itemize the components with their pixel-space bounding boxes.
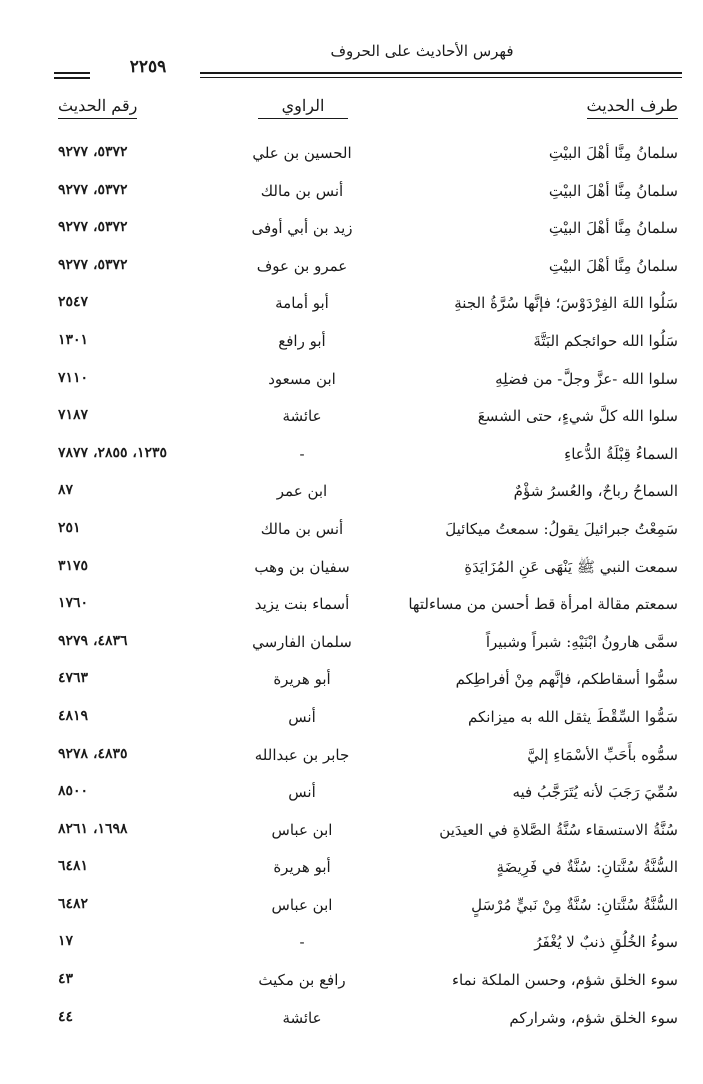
- hadith-text: سمُّوه بأَحَبِّ الأسْمَاءِ إليَّ: [527, 745, 678, 764]
- hadith-number: ٣١٧٥: [58, 557, 89, 574]
- hadith-number: ٤٤: [58, 1008, 74, 1025]
- hadith-text: سَلُوا اللهَ الفِرْدَوْسَ؛ فإنَّها سُرَّةُ الجنةِ: [454, 294, 678, 313]
- index-row: [52, 850, 682, 888]
- narrator-name: أبو هريرة: [273, 670, 331, 689]
- index-row: [52, 474, 682, 512]
- hadith-text: سمُّوا أسقاطكم، فإنَّهم مِنْ أفراطِكم: [455, 670, 678, 689]
- header-rule: [200, 72, 682, 74]
- hadith-number: ٨٧: [58, 482, 74, 499]
- hadith-number: ٦٤٨٢: [58, 895, 89, 912]
- page-number-rule-lower: [54, 77, 90, 79]
- column-header-narrator: الراوي: [258, 96, 348, 119]
- narrator-name: أبو أمامة: [275, 294, 329, 313]
- index-row: [52, 324, 682, 362]
- hadith-text: سلمانُ مِنَّا أهْلَ البيْتِ: [548, 144, 678, 162]
- narrator-name: أنس بن مالك: [260, 519, 344, 538]
- header-rule-thin: [200, 77, 682, 78]
- index-row: [52, 437, 682, 475]
- index-row: [52, 174, 682, 212]
- hadith-number: ٢٥١: [58, 519, 81, 536]
- index-row: [52, 625, 682, 663]
- hadith-text: سوء الخلق شؤم، وشراركم: [509, 1008, 678, 1027]
- hadith-text: سمعت النبي ﷺ يَنْهَى عَنِ المُزَايَدَةِ: [464, 557, 678, 576]
- narrator-name: -: [299, 933, 305, 952]
- hadith-text: سَمِعْتُ جبرائيلَ يقولُ: سمعتُ ميكائيلَ: [445, 519, 678, 538]
- index-row: [52, 550, 682, 588]
- narrator-name: ابن عباس: [271, 895, 333, 914]
- hadith-number: ٧١١٠: [58, 369, 89, 386]
- hadith-text: السُّنَّةُ سُنَّتانِ: سُنَّةٌ في فَرِيضَةٍ: [496, 858, 678, 877]
- index-row: [52, 512, 682, 550]
- index-row: [52, 888, 682, 926]
- index-row: [52, 775, 682, 813]
- index-row: [52, 362, 682, 400]
- hadith-text: سمعتم مقالة امرأة قط أحسن من مساءلتها: [408, 595, 678, 614]
- index-row: [52, 286, 682, 324]
- index-row: [52, 813, 682, 851]
- column-header-text: طرف الحديث: [587, 96, 678, 119]
- hadith-text: سَلُوا الله حوائجكم البَتَّةَ: [533, 331, 678, 350]
- hadith-text: سُمِّيَ رَجَبَ لأنه يُتَرَجَّبُ فيه: [512, 783, 678, 802]
- hadith-number: ١٧: [58, 933, 74, 950]
- index-row: [52, 1001, 682, 1039]
- hadith-number: ٤٨٣٦، ٩٢٧٩: [58, 632, 128, 649]
- hadith-text: سوء الخلق شؤم، وحسن الملكة نماء: [451, 971, 678, 990]
- index-row: [52, 399, 682, 437]
- index-row: [52, 211, 682, 249]
- hadith-number: ٤٨٣٥، ٩٢٧٨: [58, 745, 128, 762]
- narrator-name: أنس بن مالك: [260, 181, 344, 200]
- index-row: [52, 587, 682, 625]
- narrator-name: ابن عمر: [276, 482, 328, 501]
- hadith-index-list: [52, 136, 682, 1038]
- narrator-name: ابن مسعود: [268, 369, 336, 388]
- narrator-name: عائشة: [282, 407, 322, 426]
- column-headers: [52, 96, 682, 132]
- header-title: فهرس الأحاديث على الحروف: [330, 42, 514, 60]
- hadith-text: سلمانُ مِنَّا أهْلَ البيْتِ: [548, 219, 678, 238]
- narrator-name: عائشة: [282, 1008, 322, 1027]
- narrator-name: أنس: [288, 783, 316, 802]
- narrator-name: ابن عباس: [271, 820, 333, 839]
- hadith-number: ٥٣٧٢، ٩٢٧٧: [58, 256, 128, 273]
- hadith-number: ١٦٩٨، ٨٢٦١: [58, 820, 128, 837]
- narrator-name: -: [299, 444, 305, 463]
- page-number-rule: [54, 72, 90, 74]
- narrator-name: سفيان بن وهب: [254, 557, 350, 576]
- index-row: [52, 700, 682, 738]
- hadith-number: ٢٥٤٧: [58, 294, 89, 311]
- hadith-number: ٥٣٧٢، ٩٢٧٧: [58, 219, 128, 236]
- hadith-text: السماءُ قِبْلَةُ الدُّعاءِ: [564, 444, 678, 463]
- narrator-name: أنس: [288, 707, 316, 726]
- hadith-text: سوءُ الخُلُقِ ذنبٌ لا يُغْفَرُ: [534, 933, 678, 952]
- hadith-number: ١٢٣٥، ٢٨٥٥، ٧٨٧٧: [58, 444, 168, 461]
- hadith-text: السماحُ رباحٌ، والعُسرُ شؤْمٌ: [513, 482, 678, 501]
- hadith-text: سمَّى هارونُ ابْنَيْهِ: شبراً وشبيراً: [485, 632, 678, 651]
- hadith-text: السُّنَّةُ سُنَّتانِ: سُنَّةٌ مِنْ نَبيٍّ مُرْسَلٍ: [471, 895, 678, 914]
- index-row: [52, 963, 682, 1001]
- hadith-text: سلوا الله كلَّ شيءٍ، حتى الشسعَ: [477, 407, 678, 426]
- page-number: ٢٢٥٩: [129, 57, 167, 77]
- hadith-number: ٥٣٧٢، ٩٢٧٧: [58, 181, 128, 198]
- hadith-text: سلمانُ مِنَّا أهْلَ البيْتِ: [548, 181, 678, 200]
- index-row: [52, 136, 682, 174]
- index-row: [52, 738, 682, 776]
- page-header: [52, 42, 682, 82]
- hadith-text: سَمُّوا السِّقْطَ يثقل الله به ميزانكم: [468, 707, 678, 726]
- narrator-name: رافع بن مكيث: [258, 971, 346, 990]
- hadith-number: ٤٧٦٣: [58, 670, 89, 687]
- hadith-text: سُنَّةُ الاستسقاء سُنَّةُ الصَّلاةِ في العيدَين: [439, 820, 678, 839]
- hadith-number: ٨٥٠٠: [58, 783, 89, 800]
- hadith-number: ٦٤٨١: [58, 858, 89, 875]
- hadith-number: ٧١٨٧: [58, 407, 89, 424]
- narrator-name: أسماء بنت يزيد: [254, 595, 350, 614]
- index-row: [52, 925, 682, 963]
- hadith-number: ٥٣٧٢، ٩٢٧٧: [58, 144, 128, 160]
- narrator-name: جابر بن عبدالله: [254, 745, 350, 764]
- hadith-number: ١٣٠١: [58, 331, 89, 348]
- index-row: [52, 249, 682, 287]
- column-header-number: رقم الحديث: [58, 96, 137, 119]
- hadith-text: سلمانُ مِنَّا أهْلَ البيْتِ: [548, 256, 678, 275]
- hadith-number: ١٧٦٠: [58, 595, 89, 612]
- hadith-text: سلوا الله -عزَّ وجلَّ- من فضلِهِ: [495, 369, 678, 388]
- narrator-name: عمرو بن عوف: [256, 256, 348, 275]
- narrator-name: زيد بن أبي أوفى: [251, 219, 353, 238]
- narrator-name: أبو رافع: [278, 331, 326, 350]
- narrator-name: الحسين بن علي: [252, 144, 352, 162]
- narrator-name: سلمان الفارسي: [252, 632, 352, 651]
- hadith-number: ٤٣: [58, 971, 74, 988]
- hadith-number: ٤٨١٩: [58, 707, 89, 724]
- narrator-name: أبو هريرة: [273, 858, 331, 877]
- index-row: [52, 662, 682, 700]
